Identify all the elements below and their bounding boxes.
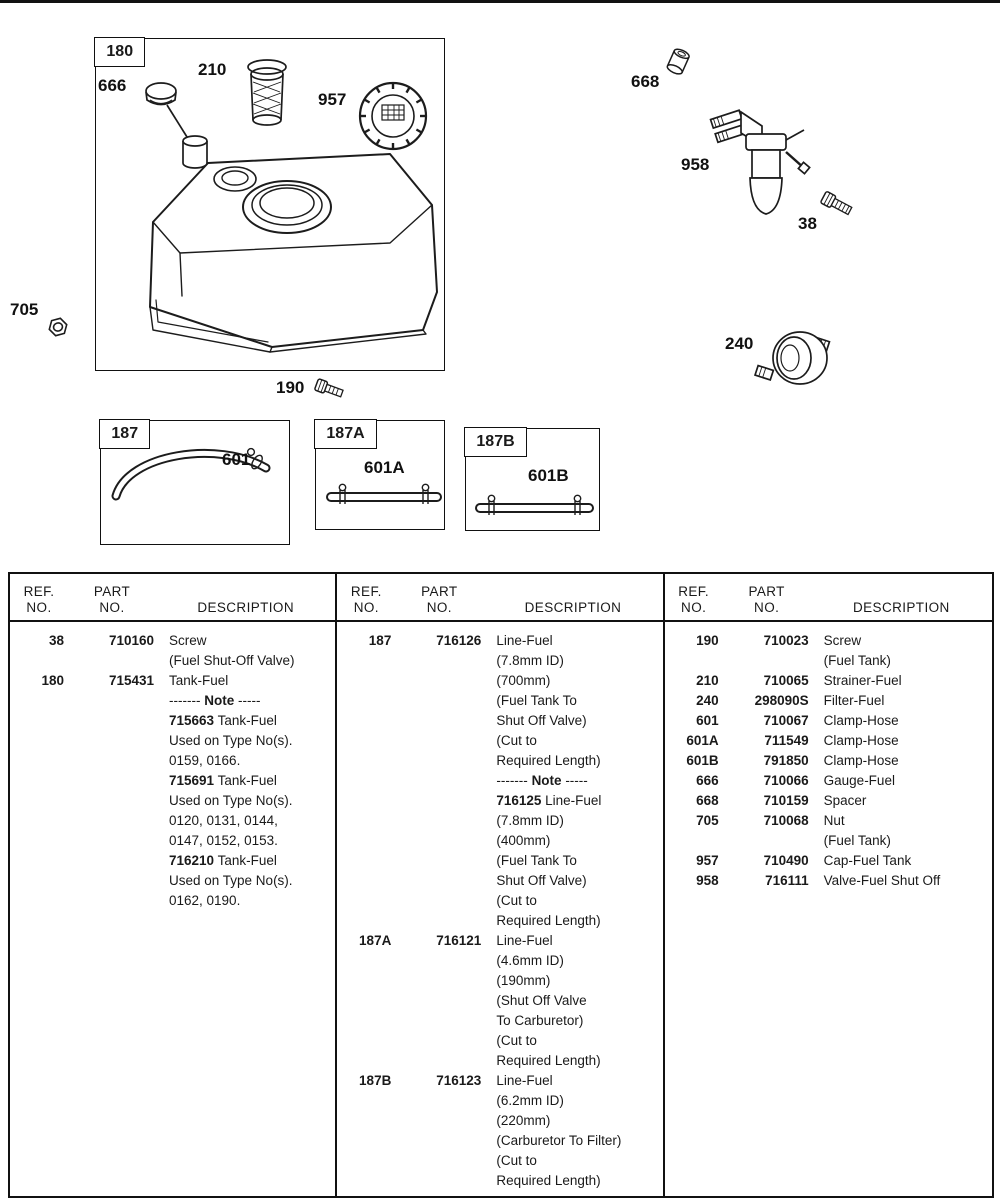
box-label-180: 180 — [94, 37, 145, 66]
callout-210: 210 — [198, 60, 227, 79]
description-line: (400mm) — [496, 833, 551, 848]
description-line: (Cut to — [496, 1033, 537, 1048]
table-row — [337, 1071, 662, 1191]
spacer-illustration — [666, 47, 690, 75]
description — [811, 711, 992, 731]
table-row — [337, 931, 662, 1071]
shutoff-valve-illustration — [711, 110, 810, 214]
description-line: ------- Note ----- — [496, 773, 588, 788]
table-row — [665, 751, 992, 771]
description-line: Required Length) — [496, 913, 601, 928]
ref-no: 180 — [41, 673, 64, 688]
description — [811, 791, 992, 811]
description-line: Filter-Fuel — [823, 693, 885, 708]
description-line: Required Length) — [496, 753, 601, 768]
header-part-no: PART NO. — [93, 584, 131, 615]
header-ref-no: REF. NO. — [350, 584, 382, 615]
description-line: Shut Off Valve) — [496, 713, 587, 728]
description — [811, 811, 992, 851]
ref-no: 240 — [696, 693, 719, 708]
header-ref-no: REF. NO. — [23, 584, 55, 615]
table-row — [10, 631, 335, 671]
part-no: 710067 — [763, 713, 809, 728]
callout-190: 190 — [276, 378, 305, 397]
table-row — [665, 791, 992, 811]
ref-no: 705 — [696, 813, 719, 828]
description-line: Valve-Fuel Shut Off — [823, 873, 941, 888]
description-line: Nut — [823, 813, 845, 828]
description-line: Spacer — [823, 793, 867, 808]
description-line: (Shut Off Valve — [496, 993, 587, 1008]
screw-190-illustration — [314, 379, 343, 400]
description-line: (Cut to — [496, 893, 537, 908]
callout-705: 705 — [10, 300, 39, 319]
header-description: DESCRIPTION — [197, 600, 294, 615]
table-body-3 — [665, 622, 992, 891]
part-no: 710023 — [763, 633, 809, 648]
callout-601: 601 — [222, 450, 251, 469]
ref-no: 187A — [359, 933, 392, 948]
description-line: Shut Off Valve) — [496, 873, 587, 888]
description-line: (Cut to — [496, 733, 537, 748]
ref-no: 958 — [696, 873, 719, 888]
table-row — [665, 711, 992, 731]
description-line: Used on Type No(s). — [169, 733, 293, 748]
table-row — [665, 811, 992, 851]
header-part-no: PART NO. — [748, 584, 785, 615]
header-part-no: PART NO. — [421, 584, 458, 615]
callout-601B: 601B — [528, 466, 569, 485]
ref-no: 957 — [696, 853, 719, 868]
description — [811, 771, 992, 791]
table-row — [665, 671, 992, 691]
description-line: 716210 Tank-Fuel — [169, 853, 277, 868]
part-no: 710490 — [763, 853, 809, 868]
table-row — [665, 851, 992, 871]
description — [483, 931, 662, 1071]
header-ref-no: REF. NO. — [678, 584, 710, 615]
table-header — [10, 574, 335, 622]
part-no: 711549 — [764, 733, 809, 748]
description-line: (6.2mm ID) — [496, 1093, 564, 1108]
part-no: 710068 — [763, 813, 809, 828]
description-line: (Fuel Tank) — [823, 653, 891, 668]
description-line: Used on Type No(s). — [169, 873, 293, 888]
group-box-187 — [100, 420, 290, 545]
part-no: 791850 — [763, 753, 809, 768]
description — [483, 1071, 662, 1191]
table-header — [337, 574, 662, 622]
table-row — [665, 731, 992, 751]
screw-38-illustration — [820, 191, 853, 217]
table-column-3 — [665, 574, 992, 1196]
callout-666: 666 — [98, 76, 127, 95]
description-line: 715691 Tank-Fuel — [169, 773, 277, 788]
description-line: Line-Fuel — [496, 933, 553, 948]
description — [156, 671, 335, 911]
description — [483, 631, 662, 931]
description-line: 0120, 0131, 0144, — [169, 813, 278, 828]
description-line: Used on Type No(s). — [169, 793, 293, 808]
description-line: (Fuel Tank To — [496, 853, 577, 868]
group-box-180 — [95, 38, 445, 371]
parts-diagram — [0, 0, 1000, 568]
description-line: To Carburetor) — [496, 1013, 584, 1028]
description-line: 0147, 0152, 0153. — [169, 833, 278, 848]
ref-no: 210 — [696, 673, 719, 688]
part-no: 710159 — [763, 793, 809, 808]
fuel-filter-illustration — [755, 332, 829, 384]
description-line: Strainer-Fuel — [823, 673, 902, 688]
description-line: (220mm) — [496, 1113, 551, 1128]
table-row — [665, 691, 992, 711]
header-description: DESCRIPTION — [524, 600, 622, 615]
description-line: 715663 Tank-Fuel — [169, 713, 277, 728]
description-line: (Carburetor To Filter) — [496, 1133, 622, 1148]
part-no: 710065 — [763, 673, 809, 688]
table-row — [665, 871, 992, 891]
description-line: Screw — [823, 633, 862, 648]
description — [811, 871, 992, 891]
description-line: 0159, 0166. — [169, 753, 241, 768]
part-no: 716123 — [436, 1073, 482, 1088]
description-line: (4.6mm ID) — [496, 953, 564, 968]
ref-no: 187 — [368, 633, 392, 648]
nut-illustration — [47, 317, 68, 337]
description-line: (Cut to — [496, 1153, 537, 1168]
description-line: Clamp-Hose — [823, 713, 899, 728]
table-body-2 — [337, 622, 662, 1191]
description-line: Clamp-Hose — [823, 753, 899, 768]
description-line: (Fuel Tank To — [496, 693, 577, 708]
description — [156, 631, 335, 671]
ref-no: 668 — [696, 793, 719, 808]
description-line: 0162, 0190. — [169, 893, 241, 908]
description — [811, 751, 992, 771]
header-description: DESCRIPTION — [852, 600, 950, 615]
description-line: Cap-Fuel Tank — [823, 853, 912, 868]
description-line: (190mm) — [496, 973, 551, 988]
description-line: Required Length) — [496, 1173, 601, 1188]
description — [811, 671, 992, 691]
callout-958: 958 — [681, 155, 710, 174]
ref-no: 38 — [48, 633, 64, 648]
table-column-2 — [337, 574, 664, 1196]
description — [811, 731, 992, 751]
ref-no: 666 — [696, 773, 719, 788]
description — [811, 631, 992, 671]
box-label-187A: 187A — [314, 419, 376, 448]
description-line: Screw — [169, 633, 207, 648]
callout-601A: 601A — [364, 458, 405, 477]
description-line: (Fuel Shut-Off Valve) — [169, 653, 295, 668]
table-row — [10, 671, 335, 911]
description — [811, 851, 992, 871]
description-line: (7.8mm ID) — [496, 813, 564, 828]
ref-no: 601B — [686, 753, 719, 768]
description-line: Clamp-Hose — [823, 733, 899, 748]
ref-no: 190 — [696, 633, 719, 648]
description-line: Line-Fuel — [496, 633, 553, 648]
description — [811, 691, 992, 711]
description-line: Required Length) — [496, 1053, 601, 1068]
ref-no: 187B — [359, 1073, 392, 1088]
table-column-1 — [10, 574, 337, 1196]
box-label-187: 187 — [99, 419, 150, 448]
description-line: 716125 Line-Fuel — [496, 793, 602, 808]
callout-240: 240 — [725, 334, 754, 353]
table-body-1 — [10, 622, 335, 911]
callout-38: 38 — [798, 214, 817, 233]
part-no: 298090S — [754, 693, 809, 708]
part-no: 715431 — [108, 673, 154, 688]
parts-table — [8, 572, 994, 1198]
description-line: Gauge-Fuel — [823, 773, 895, 788]
description-line: Tank-Fuel — [169, 673, 229, 688]
part-no: 716121 — [436, 933, 482, 948]
box-label-187B: 187B — [464, 427, 526, 456]
ref-no: 601A — [686, 733, 719, 748]
table-header — [665, 574, 992, 622]
part-no: 710160 — [108, 633, 154, 648]
description-line: (700mm) — [496, 673, 551, 688]
description-line: (Fuel Tank) — [823, 833, 891, 848]
callout-957: 957 — [318, 90, 347, 109]
part-no: 716126 — [436, 633, 482, 648]
table-row — [665, 631, 992, 671]
table-row — [665, 771, 992, 791]
part-no: 710066 — [763, 773, 809, 788]
table-row — [337, 631, 662, 931]
callout-668: 668 — [631, 72, 660, 91]
part-no: 716111 — [765, 873, 809, 888]
ref-no: 601 — [696, 713, 719, 728]
description-line: Line-Fuel — [496, 1073, 553, 1088]
description-line: (7.8mm ID) — [496, 653, 564, 668]
description-line: ------- Note ----- — [169, 693, 261, 708]
